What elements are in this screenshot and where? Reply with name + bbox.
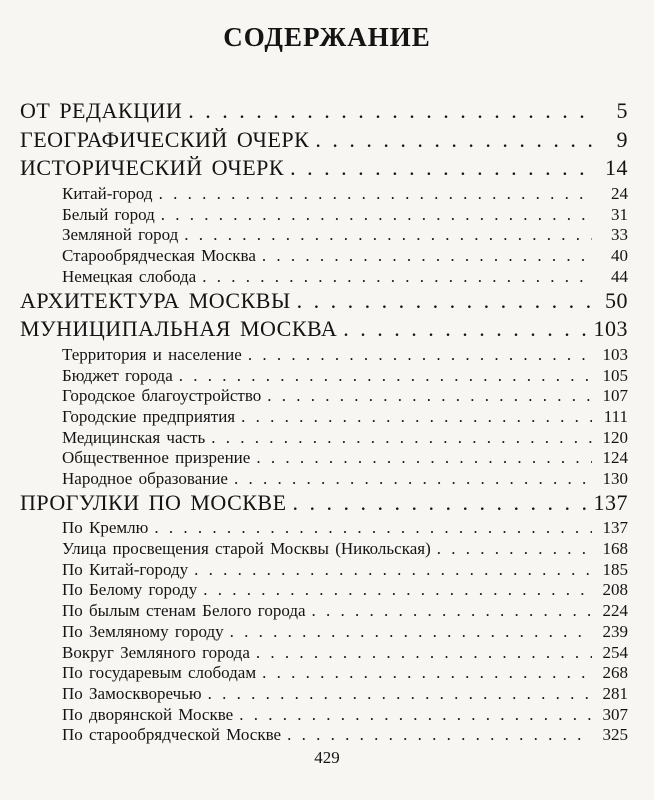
toc-entry-title: ПРОГУЛКИ ПО МОСКВЕ [20,489,287,515]
table-of-contents [20,98,628,746]
toc-section-entry [20,288,628,317]
dot-leader [202,267,592,287]
toc-entry-title: Немецкая слобода [62,266,197,286]
toc-entry-title: ИСТОРИЧЕСКИЙ ОЧЕРК [20,155,285,181]
toc-entry-title: По былым стенам Белого города [62,601,306,621]
toc-entry-title: По дворянской Москве [62,704,234,724]
dot-leader [211,428,592,448]
toc-subsection-entry [20,560,628,581]
toc-entry-page-number: 224 [602,601,628,621]
toc-entry-page-number: 9 [616,126,628,152]
toc-entry-title: Земляной город [62,225,179,245]
dot-leader [312,601,592,621]
dot-leader [239,705,592,725]
toc-subsection-entry [20,386,628,407]
page-number: 429 [314,748,340,767]
dot-leader [154,518,592,538]
toc-entry-page-number: 111 [603,406,628,426]
toc-entry-title: Городские предприятия [62,406,236,426]
toc-subsection-entry [20,205,628,226]
toc-entry-title: По старообрядческой Москве [62,725,282,745]
toc-subsection-entry [20,601,628,622]
toc-subsection-entry [20,725,628,746]
toc-entry-title: Вокруг Земляного города [62,642,250,662]
toc-entry-title: Территория и население [62,344,242,364]
toc-subsection-entry [20,684,628,705]
dot-leader [203,580,592,600]
toc-section-entry [20,98,628,127]
toc-subsection-entry [20,539,628,560]
toc-entry-title: По Земляному городу [62,621,224,641]
toc-entry-page-number: 50 [605,287,628,313]
dot-leader [241,407,592,427]
toc-section-entry [20,155,628,184]
toc-subsection-entry [20,407,628,428]
dot-leader [230,622,592,642]
dot-leader [208,684,592,704]
toc-entry-title: По Кремлю [62,518,149,538]
toc-entry-page-number: 5 [616,98,628,123]
toc-entry-page-number: 239 [602,621,628,641]
toc-entry-page-number: 24 [611,184,628,204]
dot-leader [293,490,588,516]
toc-entry-page-number: 137 [602,518,628,538]
toc-entry-title: Городское благоустройство [62,386,262,406]
dot-leader [343,316,587,342]
toc-subsection-entry [20,225,628,246]
toc-entry-page-number: 130 [602,469,628,488]
toc-entry-page-number: 168 [602,539,628,559]
dot-leader [188,98,592,124]
dot-leader [256,643,592,663]
dot-leader [194,560,592,580]
dot-leader [297,288,592,314]
dot-leader [262,663,592,683]
toc-entry-page-number: 254 [602,642,628,662]
toc-entry-page-number: 107 [602,386,628,406]
dot-leader [315,127,592,153]
toc-entry-title: МУНИЦИПАЛЬНАЯ МОСКВА [20,316,338,342]
toc-entry-title: Народное образование [62,469,228,488]
toc-subsection-entry [20,518,628,539]
toc-entry-title: ОТ РЕДАКЦИИ [20,98,183,123]
toc-subsection-entry [20,246,628,267]
toc-subsection-entry [20,580,628,601]
toc-entry-page-number: 120 [602,427,628,447]
toc-entry-page-number: 307 [602,704,628,724]
dot-leader [290,155,592,181]
toc-subsection-entry [20,622,628,643]
toc-entry-page-number: 103 [593,316,628,342]
dot-leader [161,205,592,225]
toc-entry-title: ГЕОГРАФИЧЕСКИЙ ОЧЕРК [20,126,310,152]
dot-leader [256,448,592,468]
toc-entry-page-number: 268 [602,663,628,683]
dot-leader [248,345,592,365]
toc-entry-page-number: 44 [611,266,628,286]
toc-entry-title: По государевым слободам [62,663,257,683]
toc-entry-title: По Китай-городу [62,559,189,579]
toc-entry-title: Медицинская часть [62,427,206,447]
toc-entry-page-number: 14 [605,155,628,181]
toc-section-entry [20,490,628,519]
toc-subsection-entry [20,643,628,664]
toc-entry-page-number: 137 [593,489,628,515]
toc-subsection-entry [20,448,628,469]
toc-section-entry [20,127,628,156]
toc-subsection-entry [20,469,628,490]
toc-entry-page-number: 31 [611,204,628,224]
dot-leader [267,386,592,406]
toc-subsection-entry [20,267,628,288]
dot-leader [437,539,592,559]
toc-entry-title: Улица просвещения старой Москвы (Никольская) [62,539,431,559]
toc-subsection-entry [20,663,628,684]
toc-entry-page-number: 33 [611,225,628,245]
toc-entry-page-number: 40 [611,246,628,266]
toc-entry-title: Бюджет города [62,365,173,385]
toc-entry-page-number: 325 [602,725,628,745]
toc-entry-page-number: 103 [602,344,628,364]
dot-leader [287,725,592,745]
toc-entry-page-number: 105 [602,365,628,385]
toc-entry-title: По Замоскворечью [62,683,202,703]
dot-leader [234,469,592,489]
toc-section-entry [20,316,628,345]
toc-entry-title: Белый город [62,204,155,224]
page-title: СОДЕРЖАНИЕ [223,22,431,52]
toc-subsection-entry [20,428,628,449]
dot-leader [184,225,592,245]
toc-subsection-entry [20,705,628,726]
toc-subsection-entry [20,366,628,387]
toc-entry-title: АРХИТЕКТУРА МОСКВЫ [20,287,291,313]
toc-entry-page-number: 185 [602,559,628,579]
toc-entry-page-number: 124 [602,448,628,468]
toc-entry-title: Старообрядческая Москва [62,246,256,266]
dot-leader [159,184,592,204]
toc-entry-title: По Белому городу [62,580,198,600]
toc-entry-page-number: 281 [602,683,628,703]
toc-entry-title: Китай-город [62,184,153,204]
toc-entry-page-number: 208 [602,580,628,600]
toc-subsection-entry [20,184,628,205]
toc-entry-title: Общественное призрение [62,448,251,468]
dot-leader [262,246,592,266]
toc-subsection-entry [20,345,628,366]
dot-leader [179,366,592,386]
